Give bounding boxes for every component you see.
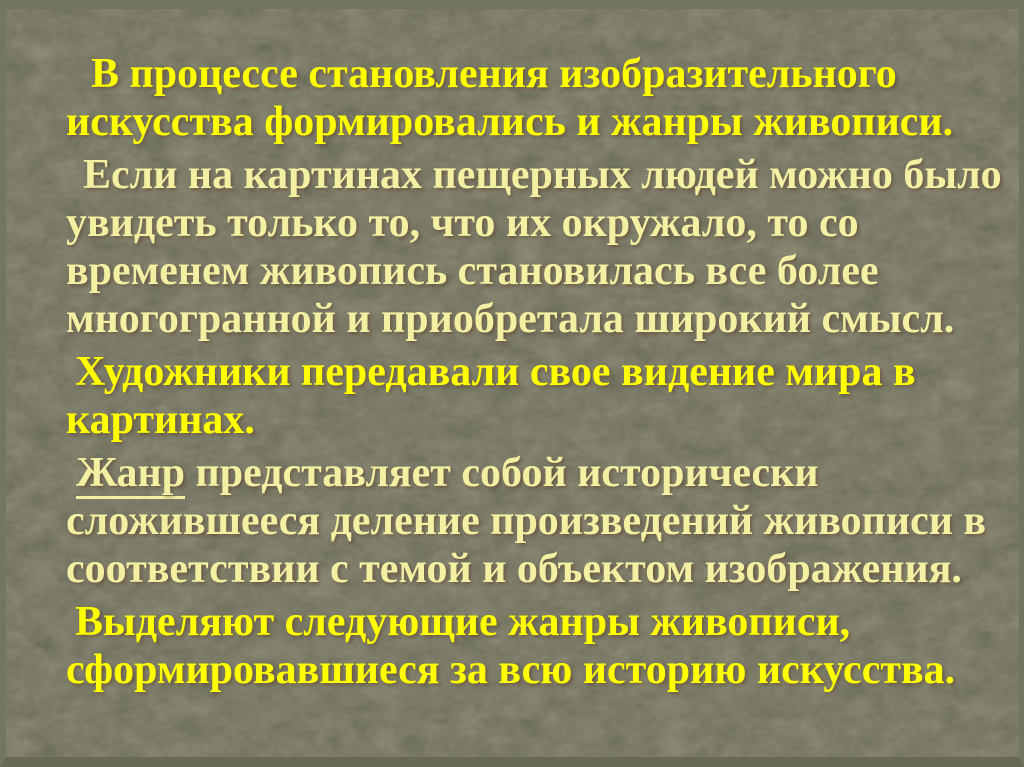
text-segment: Художники передавали свое видение мира в: [75, 349, 916, 395]
paragraph-genre-definition: [66, 449, 987, 593]
text-line: [66, 295, 976, 343]
text-line: [66, 50, 976, 98]
text-segment: соответствии с темой и объектом изображения.: [66, 546, 962, 592]
text-segment: искусства формировались и жанры живописи.: [66, 99, 954, 145]
text-segment: многогранной и приобретала широкий смысл.: [66, 296, 955, 342]
paragraph-artists-vision: [66, 348, 976, 444]
text-segment: увидеть только то, что их окружало, то со: [66, 200, 859, 246]
text-line: [66, 598, 976, 646]
paragraph-genres-forming: [66, 50, 976, 146]
text-segment: представляет собой исторически: [185, 450, 819, 496]
underlined-term: Жанр: [76, 450, 185, 499]
text-segment: Если на картинах пещерных людей можно было: [83, 152, 1002, 198]
text-segment: временем живопись становилась все более: [66, 248, 879, 294]
text-segment: В процессе становления изобразительного: [91, 51, 897, 97]
text-line: [66, 449, 976, 497]
text-line: [66, 247, 976, 295]
text-block: [66, 50, 1002, 699]
text-line: [66, 646, 976, 694]
text-segment: сформировавшиеся за всю историю искусства.: [66, 647, 956, 693]
paragraph-cave-paintings: [66, 151, 1002, 343]
paragraph-genres-list-intro: [66, 598, 976, 694]
text-line: [66, 199, 976, 247]
text-line: [66, 151, 1002, 199]
text-line: [66, 545, 976, 593]
text-segment: картинах.: [66, 397, 255, 443]
text-segment: Выделяют следующие жанры живописи,: [75, 599, 851, 645]
text-line: [66, 396, 976, 444]
text-segment: сложившееся деление произведений живописи в: [66, 498, 987, 544]
text-line: [66, 98, 976, 146]
text-line: [66, 497, 987, 545]
text-line: [66, 348, 976, 396]
